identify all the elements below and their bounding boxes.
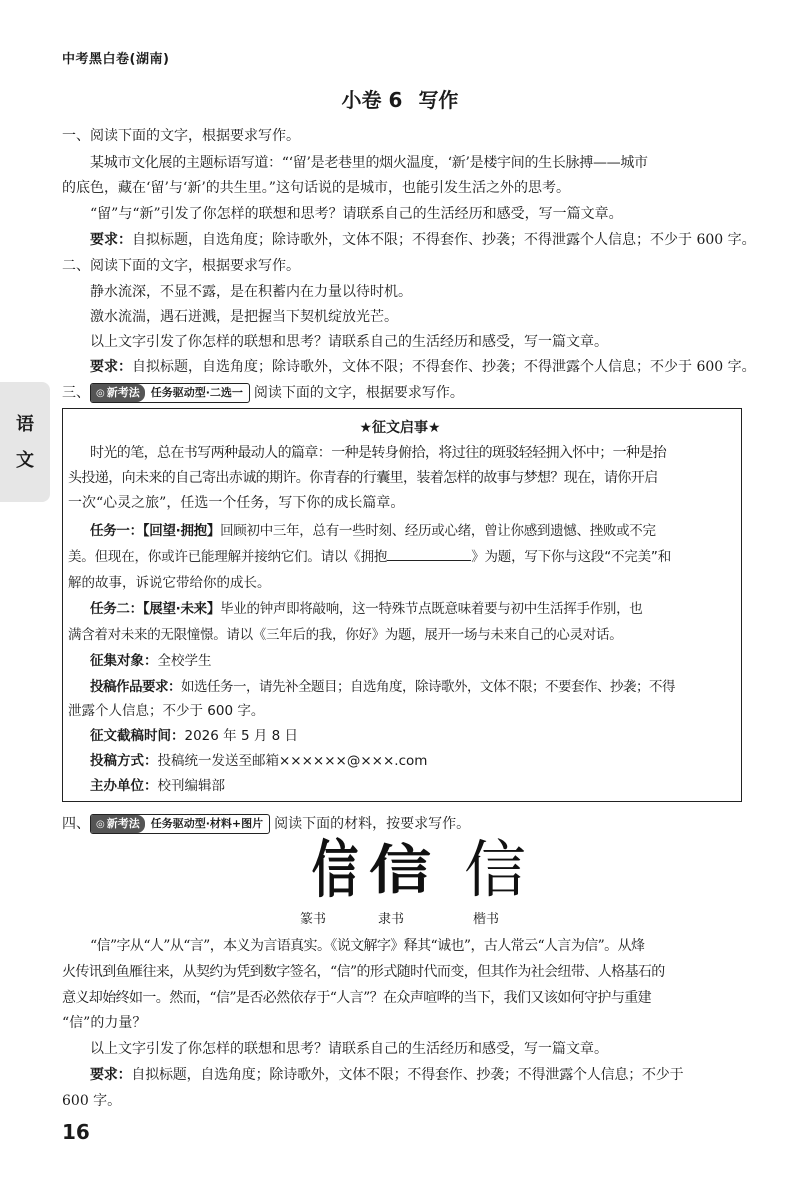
field-organizer-label: 主办单位：	[90, 778, 158, 794]
caption-seal: 篆书	[300, 912, 327, 927]
s1-paragraph-1a: 某城市文化展的主题标语写道：“‘留’是老巷里的烟火温度，‘新’是楼宇间的生长脉搏——城市	[90, 155, 648, 171]
s1-req-text: 自拟标题，自选角度；除诗歌外，文体不限；不得套作、抄袭；不得泄露个人信息；不少于 600 字。	[132, 232, 756, 248]
s4-req-label: 要求：	[90, 1067, 132, 1083]
s1-req-label: 要求：	[90, 232, 132, 248]
s3-heading-line	[62, 382, 464, 404]
s4-paragraph-1d: “信”的力量？	[62, 1015, 147, 1031]
caption-regular: 楷书	[473, 912, 500, 927]
page-title	[0, 84, 800, 113]
title-part-2: 写作	[418, 88, 459, 112]
s2-paragraph-3: 以上文字引发了你怎样的联想和思考？请联系自己的生活经历和感受，写一篇文章。	[90, 334, 608, 350]
field-audience-value: 全校学生	[157, 653, 212, 669]
field-submission	[90, 750, 427, 772]
box-intro-1: 时光的笔，总在书写两种最动人的篇章：一种是转身俯拾，将过往的斑驳轻轻拥入怀中；一种是抬	[90, 445, 667, 461]
s3-badge-light: 任务驱动型·二选一	[150, 386, 243, 399]
s3-badge	[90, 383, 250, 403]
task-1-line-a	[90, 520, 656, 542]
s1-paragraph-2: “留”与“新”引发了你怎样的联想和思考？请联系自己的生活经历和感受，写一篇文章。	[90, 206, 623, 222]
s2-paragraph-1: 静水流深，不显不露，是在积蓄内在力量以待时机。	[90, 284, 412, 300]
field-deadline	[90, 725, 298, 747]
s2-heading: 二、阅读下面的文字，根据要求写作。	[62, 258, 300, 274]
task-1-text-b-post: 》为题，写下你与这段“不完美”和	[471, 549, 671, 565]
s2-paragraph-2: 激水流湍，遇石迸溅，是把握当下契机绽放光芒。	[90, 309, 398, 325]
title-part-1: 小卷 6	[341, 88, 403, 112]
s1-heading: 一、阅读下面的文字，根据要求写作。	[62, 128, 300, 144]
field-organizer	[90, 775, 225, 797]
xin-seal-script: 信	[311, 833, 359, 906]
box-title: ★征文启事★	[359, 420, 441, 436]
side-tab-char-1: 语	[16, 414, 34, 435]
field-requirements-a	[90, 676, 675, 698]
xin-regular-script: 信	[463, 833, 526, 906]
s2-req-text: 自拟标题，自选角度；除诗歌外，文体不限；不得套作、抄袭；不得泄露个人信息；不少于 600 字。	[132, 359, 756, 375]
field-submission-label: 投稿方式：	[90, 753, 158, 769]
task-1-line-b	[68, 546, 671, 568]
caption-clerical: 隶书	[378, 912, 405, 927]
field-submission-value: 投稿统一发送至邮箱××××××@×××.com	[157, 753, 428, 769]
s4-paragraph-1b: 火传讯到鱼雁往来，从契约为凭到数字签名，“信”的形式随时代而变，但其作为社会纽带、人格基石的	[62, 964, 665, 980]
title-blank	[387, 546, 471, 561]
field-requirements-value-a: 如选任务一，请先补全题目；自选角度，除诗歌外，文体不限；不要套作、抄袭；不得	[181, 679, 675, 695]
s1-requirements	[90, 229, 756, 251]
s3-prefix: 三、	[62, 385, 90, 401]
task-2-line-b: 满含着对未来的无限憧憬。请以《三年后的我，你好》为题，展开一场与未来自己的心灵对话。	[68, 627, 623, 643]
s4-badge-dark: ◎ 新考法	[91, 815, 145, 833]
page-number: 16	[62, 1120, 90, 1144]
s4-paragraph-2: 以上文字引发了你怎样的联想和思考？请联系自己的生活经历和感受，写一篇文章。	[90, 1041, 608, 1057]
side-tab-char-2: 文	[16, 450, 34, 471]
field-requirements-b: 泄露个人信息；不少于 600 字。	[68, 703, 265, 719]
field-requirements-label: 投稿作品要求：	[90, 679, 181, 695]
s4-requirements-cont: 600 字。	[62, 1093, 122, 1109]
task-1-text-b-pre: 美。但现在，你或许已能理解并接纳它们。请以《拥抱	[68, 549, 388, 565]
task-2-label: 任务二：【展望·未来】	[90, 601, 221, 617]
box-intro-3: 一次“心灵之旅”，任选一个任务，写下你的成长篇章。	[68, 495, 405, 511]
s4-paragraph-1a: “信”字从“人”从“言”，本义为言语真实。《说文解字》释其“诚也”，古人常云“人言为信”。从烽	[90, 938, 645, 954]
s3-badge-dark: ◎ 新考法	[91, 384, 145, 402]
task-2-text-a: 毕业的钟声即将敲响，这一特殊节点既意味着要与初中生活挥手作别，也	[220, 601, 643, 617]
xin-clerical-script: 信	[368, 838, 431, 901]
xin-character-figure	[0, 830, 800, 910]
s4-req-text: 自拟标题，自选角度；除诗歌外，文体不限；不得套作、抄袭；不得泄露个人信息；不少于	[131, 1067, 684, 1083]
s4-prefix: 四、	[62, 816, 90, 832]
s2-req-label: 要求：	[90, 359, 132, 375]
box-intro-2: 头投递，向未来的自己寄出赤诚的期许。你青春的行囊里，装着怎样的故事与梦想？现在，请你开启	[68, 470, 658, 486]
running-header: 中考黑白卷(湖南)	[62, 52, 170, 67]
s4-badge-light: 任务驱动型·材料+图片	[150, 817, 264, 830]
field-audience	[90, 650, 212, 672]
field-deadline-label: 征文截稿时间：	[90, 728, 185, 744]
s4-requirements	[90, 1064, 683, 1086]
field-deadline-value: 2026 年 5 月 8 日	[184, 728, 298, 744]
task-2-line-a	[90, 598, 643, 620]
task-1-text-a: 回顾初中三年，总有一些时刻、经历或心绪，曾让你感到遗憾、挫败或不完	[220, 523, 656, 539]
task-1-line-c: 解的故事，诉说它带给你的成长。	[68, 575, 271, 591]
field-organizer-value: 校刊编辑部	[157, 778, 225, 794]
s3-heading: 阅读下面的文字，根据要求写作。	[253, 385, 464, 401]
s4-heading: 阅读下面的材料，按要求写作。	[274, 816, 471, 832]
field-audience-label: 征集对象：	[90, 653, 158, 669]
s2-requirements	[90, 356, 756, 378]
s1-paragraph-1b: 的底色，藏在‘留’与‘新’的共生里。”这句话说的是城市，也能引发生活之外的思考。	[62, 180, 570, 196]
s4-paragraph-1c: 意义却始终如一。然而，“信”是否必然依存于“人言”？在众声喧哗的当下，我们又该如何守护与重建	[62, 990, 652, 1006]
subject-side-tab	[0, 382, 50, 502]
task-1-label: 任务一：【回望·拥抱】	[90, 523, 221, 539]
